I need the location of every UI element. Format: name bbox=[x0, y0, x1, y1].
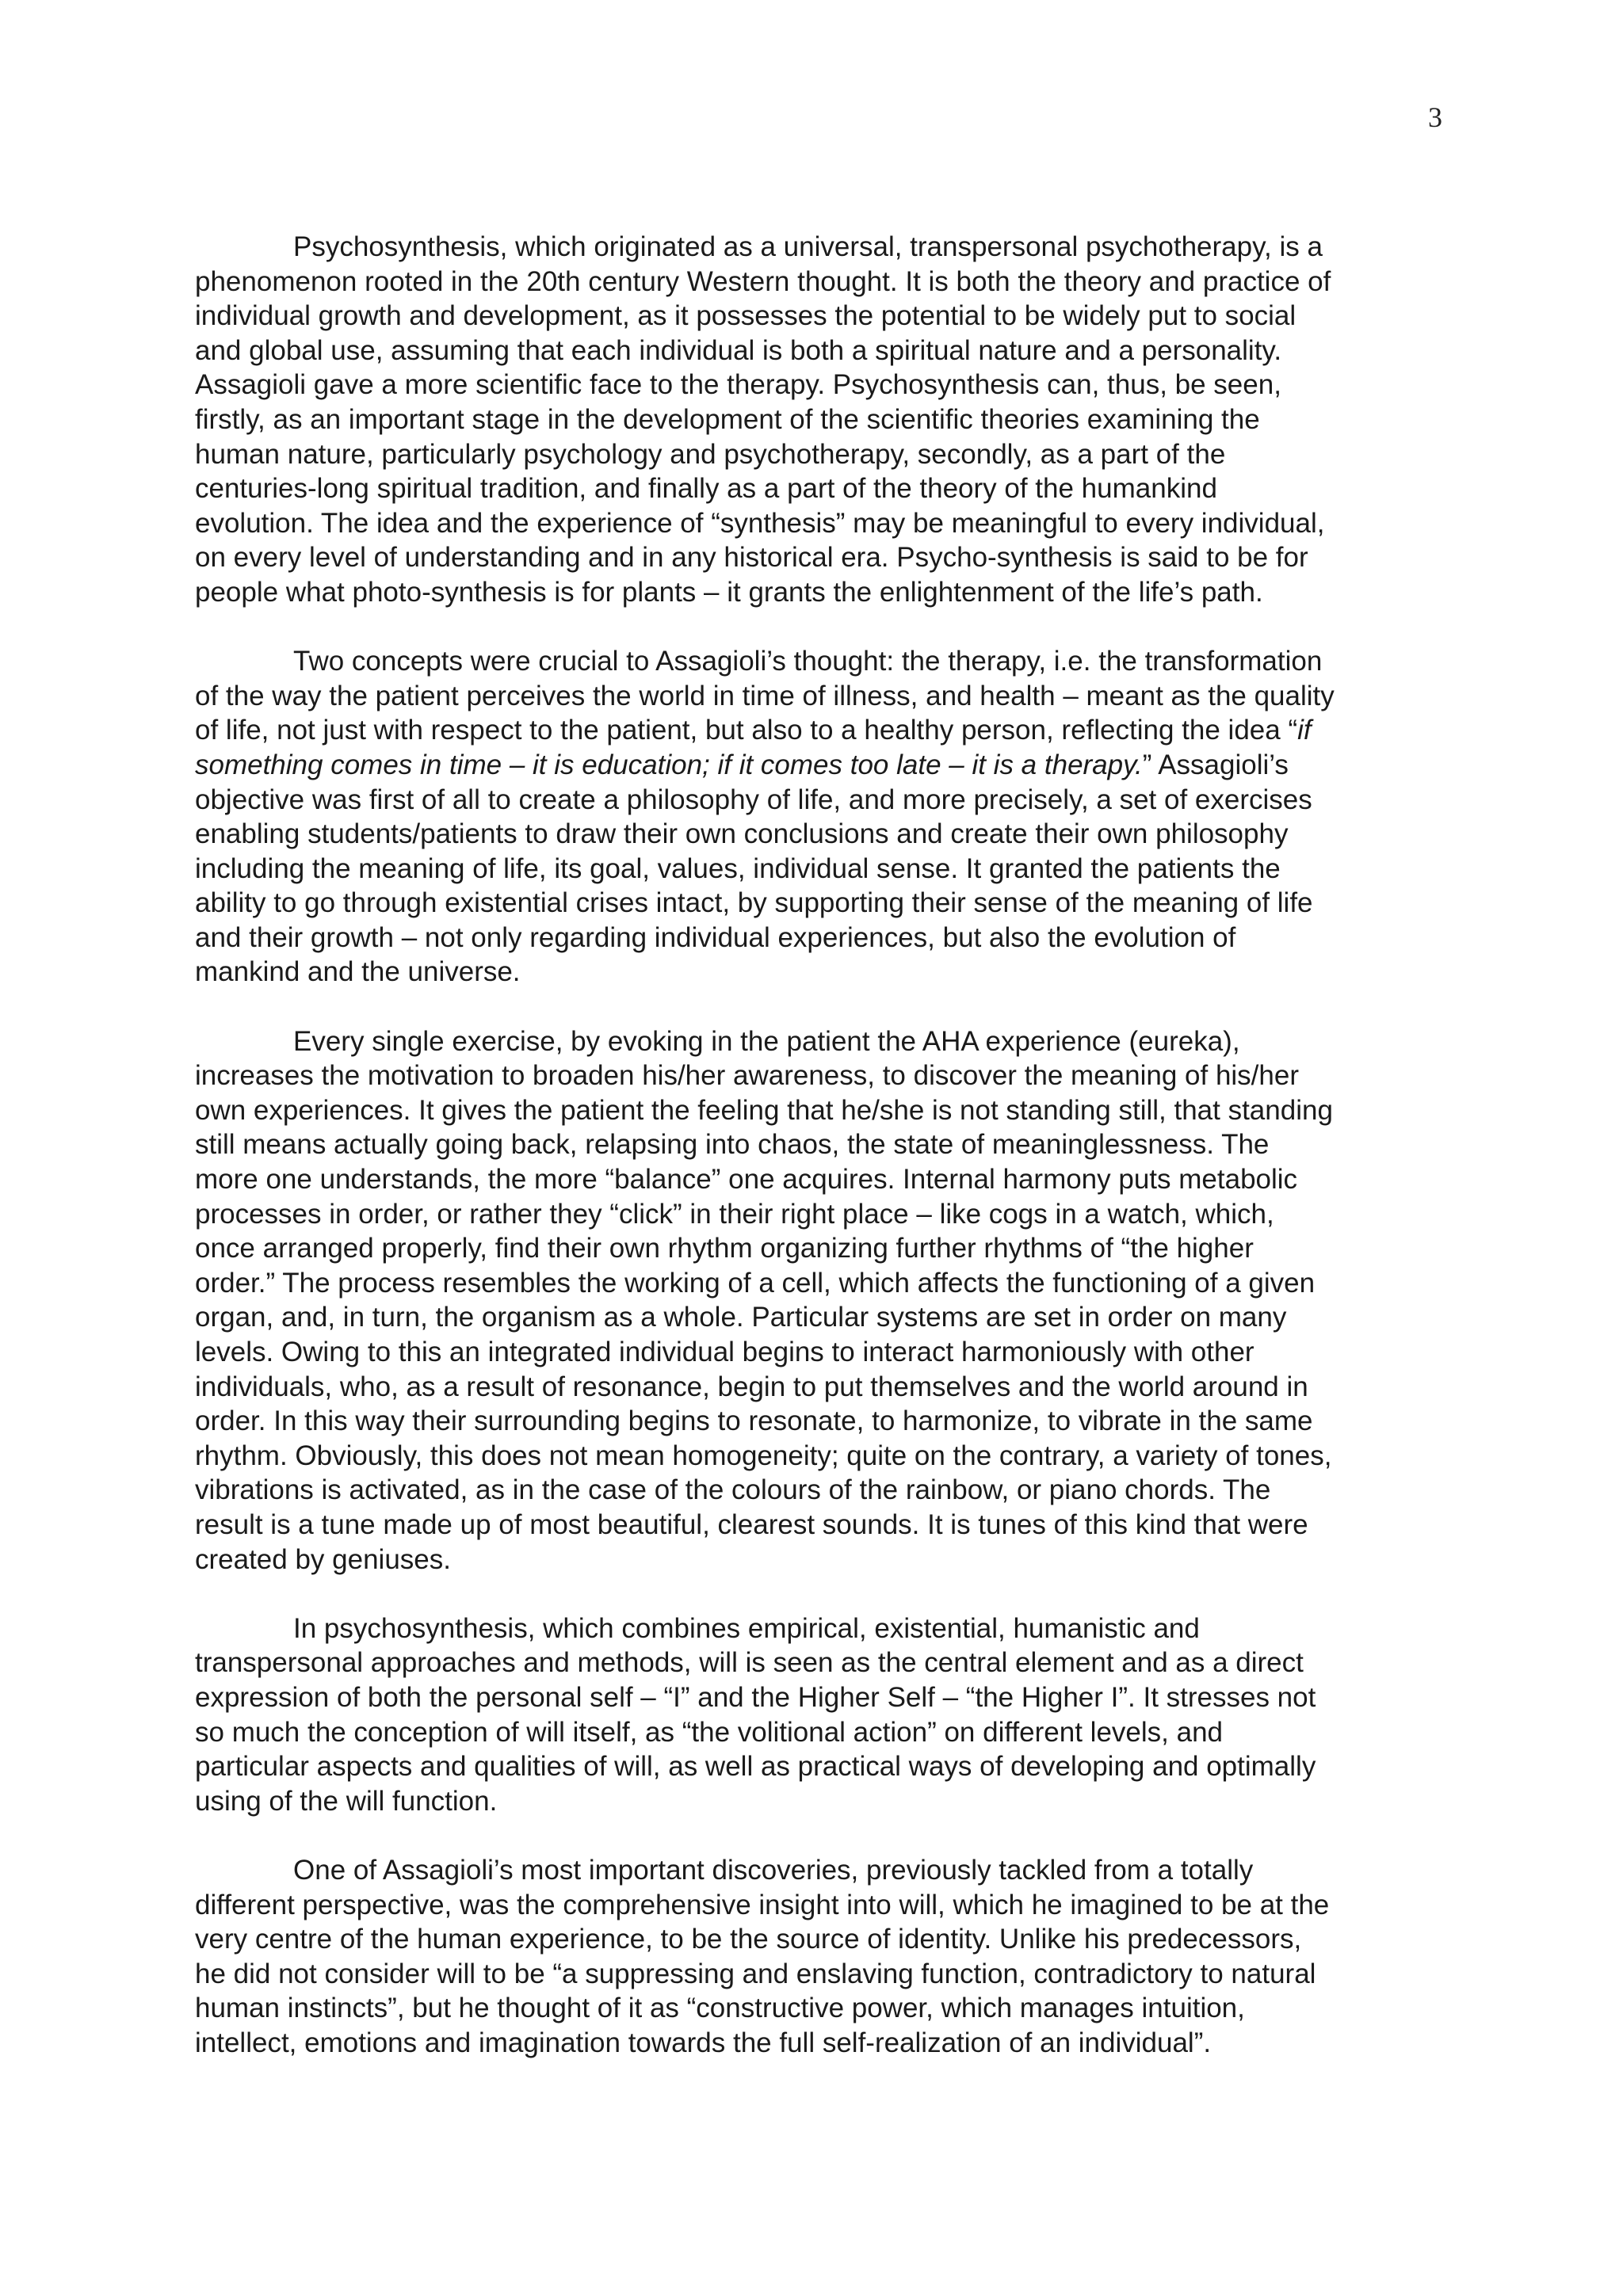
text-line: created by geniuses. bbox=[195, 1543, 451, 1575]
text-line: human instincts”, but he thought of it as “constructive power, which manages intuition, bbox=[195, 1993, 1245, 2024]
paragraph-2 bbox=[195, 644, 1447, 990]
text-line: evolution. The idea and the experience of “synthesis” may be meaningful to every individual, bbox=[195, 507, 1325, 539]
text-line: ability to go through existential crises intact, by supporting their sense of the meaning of life bbox=[195, 887, 1313, 919]
text-line: Assagioli gave a more scientific face to the therapy. Psychosynthesis can, thus, be seen, bbox=[195, 369, 1281, 401]
text-line: once arranged properly, find their own rhythm organizing further rhythms of “the higher bbox=[195, 1233, 1254, 1264]
text-line: particular aspects and qualities of will, as well as practical ways of developing and optimally bbox=[195, 1751, 1316, 1783]
text-line: In psychosynthesis, which combines empirical, existential, humanistic and bbox=[293, 1612, 1200, 1644]
text-line: very centre of the human experience, to be the source of identity. Unlike his predecessors, bbox=[195, 1924, 1302, 1955]
text-line: and global use, assuming that each individual is both a spiritual nature and a personality. bbox=[195, 334, 1282, 366]
italic-quote: something comes in time – it is education; if it comes too late – it is a therapy. bbox=[195, 749, 1143, 780]
text-line: so much the conception of will itself, as “the volitional action” on different levels, and bbox=[195, 1716, 1223, 1748]
text-line: people what photo-synthesis is for plants – it grants the enlightenment of the life’s path. bbox=[195, 576, 1263, 608]
page-number: 3 bbox=[1428, 101, 1442, 133]
text-line: and their growth – not only regarding individual experiences, but also the evolution of bbox=[195, 921, 1236, 953]
italic-quote-start: if bbox=[1297, 715, 1312, 746]
text-line: order. In this way their surrounding begins to resonate, to harmonize, to vibrate in the same bbox=[195, 1405, 1313, 1437]
text-line: still means actually going back, relapsing into chaos, the state of meaninglessness. The bbox=[195, 1129, 1270, 1161]
text-line: order.” The process resembles the working of a cell, which affects the functioning of a given bbox=[195, 1267, 1316, 1299]
text-line: organ, and, in turn, the organism as a whole. Particular systems are set in order on many bbox=[195, 1302, 1287, 1333]
text-line: individual growth and development, as it possesses the potential to be widely put to social bbox=[195, 300, 1296, 332]
paragraph-5 bbox=[195, 1853, 1447, 2061]
text-line: human nature, particularly psychology and psychotherapy, secondly, as a part of the bbox=[195, 438, 1226, 470]
text-line: vibrations is activated, as in the case of the colours of the rainbow, or piano chords. The bbox=[195, 1474, 1271, 1506]
text-line: intellect, emotions and imagination towards the full self-realization of an individual”. bbox=[195, 2027, 1212, 2058]
text-line: different perspective, was the comprehensive insight into will, which he imagined to be at the bbox=[195, 1889, 1330, 1920]
text-line: more one understands, the more “balance” one acquires. Internal harmony puts metabolic bbox=[195, 1164, 1298, 1196]
text-segment: of life, not just with respect to the patient, but also to a healthy person, reflecting the idea “ bbox=[195, 715, 1298, 746]
paragraph-1 bbox=[195, 230, 1447, 610]
document-body bbox=[195, 230, 1447, 2060]
paragraph-4 bbox=[195, 1611, 1447, 1819]
text-line: enabling students/patients to draw their own conclusions and create their own philosophy bbox=[195, 818, 1289, 850]
text-line bbox=[195, 748, 1447, 783]
text-line: expression of both the personal self – “I” and the Higher Self – “the Higher I”. It stresses not bbox=[195, 1681, 1316, 1713]
text-line bbox=[195, 713, 1447, 748]
text-line: using of the will function. bbox=[195, 1785, 498, 1817]
text-line: centuries-long spiritual tradition, and finally as a part of the theory of the humankind bbox=[195, 473, 1217, 505]
text-line: objective was first of all to create a philosophy of life, and more precisely, a set of exercises bbox=[195, 784, 1312, 815]
text-line: phenomenon rooted in the 20th century Western thought. It is both the theory and practice of bbox=[195, 265, 1331, 297]
text-line: own experiences. It gives the patient the feeling that he/she is not standing still, that standing bbox=[195, 1094, 1333, 1126]
text-line: he did not consider will to be “a suppressing and enslaving function, contradictory to natural bbox=[195, 1958, 1316, 1989]
text-line: rhythm. Obviously, this does not mean homogeneity; quite on the contrary, a variety of tones, bbox=[195, 1440, 1332, 1471]
text-line: result is a tune made up of most beautiful, clearest sounds. It is tunes of this kind that were bbox=[195, 1508, 1308, 1540]
text-line: including the meaning of life, its goal, values, individual sense. It granted the patients the bbox=[195, 852, 1281, 884]
text-line: mankind and the universe. bbox=[195, 956, 521, 988]
paragraph-3 bbox=[195, 1024, 1447, 1577]
text-line: Every single exercise, by evoking in the patient the AHA experience (eureka), bbox=[293, 1025, 1240, 1057]
text-line: firstly, as an important stage in the development of the scientific theories examining the bbox=[195, 403, 1260, 435]
text-line: processes in order, or rather they “click” in their right place – like cogs in a watch, which, bbox=[195, 1198, 1274, 1230]
text-line: levels. Owing to this an integrated individual begins to interact harmoniously with other bbox=[195, 1337, 1254, 1367]
text-line: increases the motivation to broaden his/her awareness, to discover the meaning of his/her bbox=[195, 1060, 1299, 1092]
text-line: individuals, who, as a result of resonance, begin to put themselves and the world around in bbox=[195, 1371, 1308, 1402]
text-segment: ” Assagioli’s bbox=[1142, 749, 1289, 780]
text-line: Psychosynthesis, which originated as a universal, transpersonal psychotherapy, is a bbox=[293, 231, 1323, 262]
text-line: transpersonal approaches and methods, will is seen as the central element and as a direct bbox=[195, 1647, 1304, 1679]
text-line: One of Assagioli’s most important discoveries, previously tackled from a totally bbox=[293, 1854, 1254, 1886]
text-line: on every level of understanding and in any historical era. Psycho-synthesis is said to be for bbox=[195, 542, 1308, 574]
text-line: Two concepts were crucial to Assagioli’s thought: the therapy, i.e. the transformation bbox=[293, 646, 1323, 677]
text-line: of the way the patient perceives the world in time of illness, and health – meant as the quality bbox=[195, 680, 1335, 711]
